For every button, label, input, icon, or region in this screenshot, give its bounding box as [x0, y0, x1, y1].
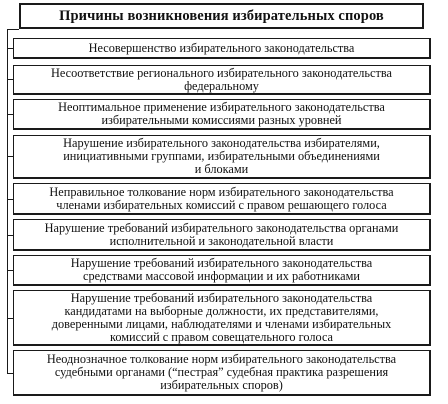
cause-box-8: Нарушение требований избирательного законодательства кандидатами на выборные должности, их представителями, доверенными лицами, наблюдателями и членами избирательных комиссий с правом совещательного голоса [13, 290, 431, 346]
cause-box-3: Неоптимальное применение избирательного законодательства избирательными комиссиями разных уровней [13, 99, 431, 130]
cause-box-2: Несоответствие регионального избирательного законодательства федеральному [13, 65, 431, 95]
connector-spine-top [7, 29, 19, 30]
cause-box-4: Нарушение избирательного законодательства избирателями, инициативными группами, избирательными объединениями и блоками [13, 135, 431, 179]
connector-spine [7, 29, 8, 373]
cause-box-9: Неоднозначное толкование норм избирательного законодательства судебными органами (“пестрая” судебная практика разрешения избирательных споров) [13, 350, 431, 396]
cause-box-7: Нарушение требований избирательного законодательства средствами массовой информации и их работниками [13, 255, 431, 286]
cause-box-1: Несовершенство избирательного законодательства [13, 38, 431, 59]
diagram-title: Причины возникновения избирательных споров [19, 3, 424, 29]
cause-box-5: Неправильное толкование норм избирательного законодательства членами избирательных комиссий с правом решающего голоса [13, 183, 431, 215]
cause-box-6: Нарушение требований избирательного законодательства органами исполнительной и законодательной власти [13, 219, 431, 251]
